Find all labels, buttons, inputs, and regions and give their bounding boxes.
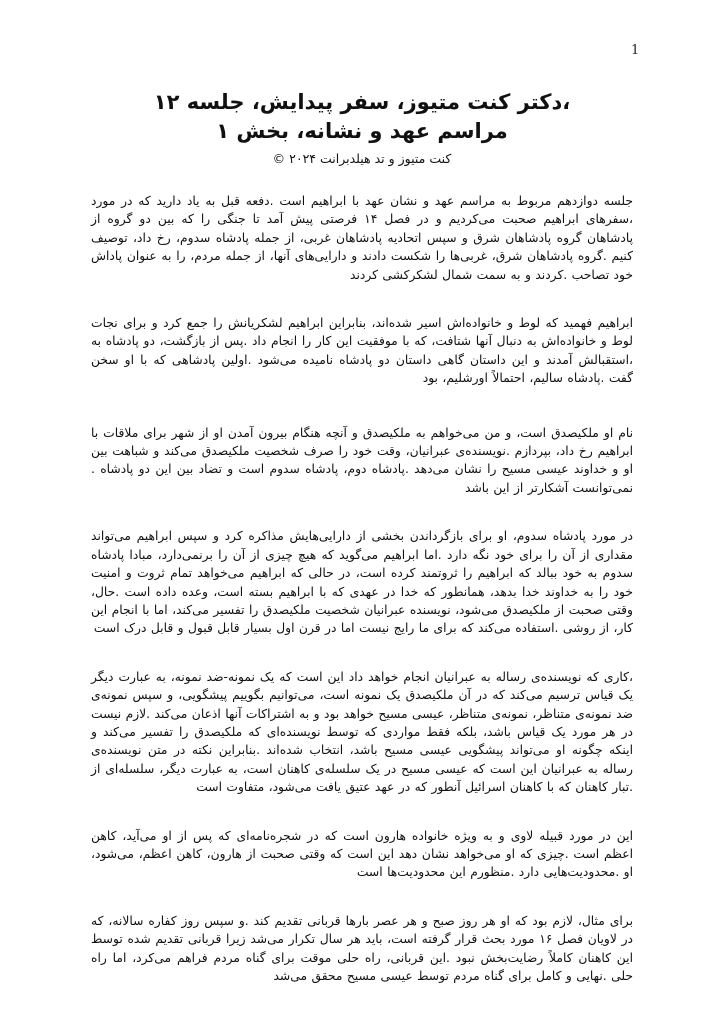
paragraph-5: ،کاری که نویسنده‌ی رساله به عبرانیان انجام خواهد داد این است که یک نمونه-ضد نمونه، به عبارت دیگر یک قیاس ترسیم می‌کند که در آن ملکیصدق یک نمونه است، می‌توانیم بگوییم پیشگویی، و سپس نمونه‌ی ضد نمونه‌ی متناظر، نمونه‌ی متناظر، عیسی مسیح خواهد بود و به اشتراکات آنها اذعان می‌کند .لازم نیست در هر مورد یک قیاس باشد، بلکه فقط مواردی که توسط نویسنده‌ای که ملکیصدق را تفسیر می‌کند و اینکه چگونه او می‌تواند پیشگویی عیسی مسیح باشد، انتخاب شده‌اند .بنابراین نکته در متن نویسنده‌ی رساله به عبرانیان این است که عیسی مسیح در یک سلسله‌ی کاهنان است، به عبارت دیگر، سلسله‌ای از .تبار کاهنان که با کاهنان اسرائیل آنطور که در عهد عتیق یافت می‌شود، متفاوت است: [91, 669, 633, 795]
paragraph-1: جلسه دوازدهم مربوط به مراسم عهد و نشان عهد با ابراهیم است .دفعه قبل به یاد دارید که در مورد ،سفرهای ابراهیم صحبت می‌کردیم و در فصل ۱۴ فرصتی پیش آمد تا جنگی را که بین دو گروه از پادشاهان گروه پادشاهان شرق و سپس اتحادیه پادشاهان غربی، از جمله پادشاه سدوم، رخ داد، توصیف کنیم .گروه پادشاهان شرق، غربی‌ها را شکست دادند و دارایی‌های آنها، از جمله مردم، را به عنوان پاداش خود تصاحب .کردند و به سمت شمال لشکرکشی کردند: [91, 194, 633, 282]
paragraph-4: در مورد پادشاه سدوم، او برای بازگرداندن بخشی از دارایی‌هایش مذاکره کرد و سپس ابراهیم می‌تواند مقداری از آن را برای خود نگه دارد .اما ابراهیم می‌گوید که هیچ چیزی از آن را برنمی‌دارد، مبادا پادشاه سدوم به خود ببالد که ابراهیم را ثروتمند کرده است، در حالی که ابراهیم می‌خواهد تمام ثروت و امنیت خود را به خداوند خدا بدهد، همانطور که خدا در عهدی که با ابراهیم بسته است، وعده داده است .حال، وقتی صحبت از ملکیصدق می‌شود، نویسنده عبرانیان شخصیت ملکیصدق را تفسیر می‌کند، اما با انجام این کار، از روشی .استفاده می‌کند که برای ما رایج نیست اما در قرن اول بسیار قابل قبول و قابل درک است: [91, 529, 633, 636]
paragraph-7: برای مثال، لازم بود که او هر روز صبح و هر عصر بارها قربانی تقدیم کند .و سپس روز کفاره سالانه، که در لاویان فصل ۱۶ مورد بحث قرار گرفته است، باید هر سال تکرار می‌شد زیرا قربانی تقدیم شده توسط این کاهنان کاملاً رضایت‌بخش نبود .این قربانی، راه حلی موقت برای گناه مردم فراهم می‌کرد، اما راه حلی .نهایی و کامل برای گناه مردم توسط عیسی مسیح محقق می‌شد: [91, 913, 633, 983]
paragraph-3: نام او ملکیصدق است، و من می‌خواهم به ملکیصدق و آنچه هنگام بیرون آمدن او از شهر برای ملاقات با ابراهیم رخ داد، بپردازم .نویسنده‌ی عبرانیان، وقت خود را صرف شخصیت ملکیصدق می‌کند و شباهت بین او و خداوند عیسی مسیح را نشان می‌دهد .پادشاه دوم، پادشاه سدوم است و تضاد بین این دو پادشاه . نمی‌توانست آشکارتر از این باشد: [91, 425, 633, 495]
paragraph-2: ابراهیم فهمید که لوط و خانواده‌اش اسیر شده‌اند، بنابراین ابراهیم لشکریانش را جمع کرد و برای نجات لوط و خانواده‌اش به دنبال آنها شتافت، که با موفقیت این کار را انجام داد .پس از بازگشت، دو پادشاه به ،استقبالش آمدند و این داستان گاهی داستان دو پادشاه نامیده می‌شود .اولین پادشاهی که با او سخن گفت .پادشاه سالیم، احتمالاً اورشلیم، بود: [91, 316, 633, 386]
page-number: 1: [631, 43, 640, 58]
document-title: ،دکتر کنت متیوز، سفر پیدایش، جلسه ۱۲: [153, 90, 571, 114]
document-header: [90, 88, 634, 168]
author-copyright-line: کنت متیوز و تد هیلدبرانت ۲۰۲۴ ©: [272, 151, 452, 166]
paragraph-6: این در مورد قبیله لاوی و به ویژه خانواده هارون است که در شجره‌نامه‌ای که پس از او می‌آید، کاهن اعظم است .چیزی که او می‌خواهد نشان دهد این است که وقتی صحبت از هارون، کاهن اعظم، می‌شود، او .محدودیت‌هایی دارد .منظورم این محدودیت‌ها است: [91, 828, 633, 880]
document-body: [91, 192, 633, 1015]
document-subtitle: مراسم عهد و نشانه، بخش ۱: [216, 119, 508, 143]
